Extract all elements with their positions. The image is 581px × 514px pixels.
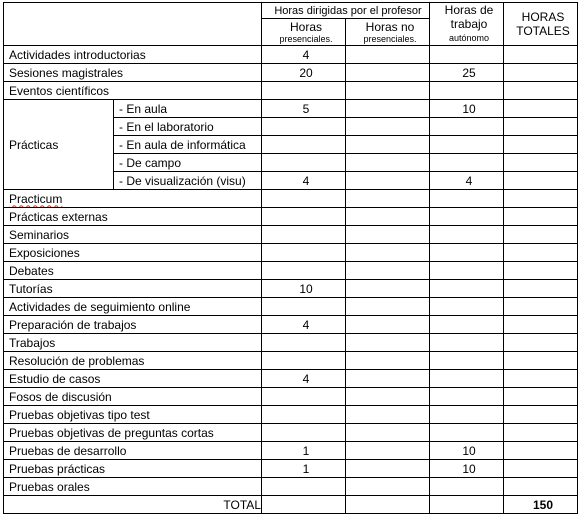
autonomous-hours-cell [430, 154, 504, 172]
table-row [4, 460, 578, 478]
practicas-subitem-label: - De campo [114, 154, 262, 172]
total-hours-cell [504, 316, 578, 334]
total-hours-cell [504, 226, 578, 244]
total-hours-cell [504, 154, 578, 172]
no-presencial-header-line1: Horas no [365, 20, 415, 35]
table-row [4, 280, 578, 298]
activity-label: Sesiones magistrales [4, 64, 262, 82]
table-row [4, 208, 578, 226]
table-row [4, 424, 578, 442]
activity-label: Pruebas prácticas [4, 460, 262, 478]
activity-label: Prácticas externas [4, 208, 262, 226]
total-hours-cell [504, 100, 578, 118]
no-presencial-hours-cell [346, 442, 430, 460]
activity-header-cell [4, 3, 262, 46]
autonomous-hours-cell [430, 406, 504, 424]
total-hours-cell [504, 46, 578, 64]
table-row [4, 406, 578, 424]
presencial-hours-cell: 1 [262, 442, 346, 460]
presencial-hours-cell: 4 [262, 316, 346, 334]
no-presencial-hours-cell [346, 172, 430, 190]
activity-label: Actividades de seguimiento online [4, 298, 262, 316]
autonomous-hours-cell [430, 262, 504, 280]
table-row [4, 316, 578, 334]
presencial-hours-cell [262, 136, 346, 154]
activity-label: Preparación de trabajos [4, 316, 262, 334]
presencial-hours-cell: 10 [262, 280, 346, 298]
presencial-hours-cell [262, 478, 346, 496]
directed-hours-header: Horas dirigidas por el profesor [262, 3, 430, 19]
presencial-hours-cell [262, 190, 346, 208]
no-presencial-hours-cell [346, 154, 430, 172]
practicas-subitem-label: - En aula [114, 100, 262, 118]
presencial-hours-cell [262, 82, 346, 100]
autonomous-hours-cell [430, 478, 504, 496]
autonomous-hours-cell [430, 118, 504, 136]
total-hours-cell [504, 82, 578, 100]
total-hours-cell [504, 352, 578, 370]
presencial-hours-cell [262, 262, 346, 280]
activity-label: Pruebas objetivas de preguntas cortas [4, 424, 262, 442]
presencial-hours-header [262, 19, 346, 46]
table-row [4, 388, 578, 406]
presencial-hours-cell: 5 [262, 100, 346, 118]
autonomous-hours-cell [430, 208, 504, 226]
table-row [4, 370, 578, 388]
presencial-hours-cell: 4 [262, 172, 346, 190]
total-hours-cell [504, 424, 578, 442]
no-presencial-hours-cell [346, 370, 430, 388]
practicas-group-label: Prácticas [4, 100, 114, 190]
presencial-hours-cell [262, 118, 346, 136]
activity-label: Pruebas objetivas tipo test [4, 406, 262, 424]
no-presencial-hours-cell [346, 118, 430, 136]
no-presencial-hours-cell [346, 190, 430, 208]
autonomous-hours-cell [430, 280, 504, 298]
activity-label: Actividades introductorias [4, 46, 262, 64]
no-presencial-hours-cell [346, 226, 430, 244]
autonomous-hours-cell [430, 424, 504, 442]
no-presencial-hours-cell [346, 262, 430, 280]
autonomous-hours-header [430, 3, 504, 46]
total-hours-cell [504, 262, 578, 280]
no-presencial-hours-cell [346, 316, 430, 334]
total-hours-cell [504, 118, 578, 136]
total-hours-cell [504, 460, 578, 478]
practicas-subitem-label: - En aula de informática [114, 136, 262, 154]
no-presencial-hours-cell [346, 298, 430, 316]
no-presencial-hours-cell [346, 424, 430, 442]
grand-total-value: 150 [504, 496, 578, 514]
no-presencial-hours-cell [346, 100, 430, 118]
autonomous-hours-cell: 10 [430, 460, 504, 478]
no-presencial-hours-cell [346, 64, 430, 82]
total-hours-cell [504, 298, 578, 316]
activity-label: Fosos de discusión [4, 388, 262, 406]
autonomous-hours-cell [430, 46, 504, 64]
no-presencial-hours-cell [346, 280, 430, 298]
no-presencial-header-line2: presenciales. [363, 34, 417, 45]
activity-label [4, 190, 262, 208]
table-row [4, 334, 578, 352]
presencial-hours-cell [262, 226, 346, 244]
table-row [4, 262, 578, 280]
table-row [4, 442, 578, 460]
activity-label: Estudio de casos [4, 370, 262, 388]
autonomous-hours-cell [430, 298, 504, 316]
total-hours-cell [504, 442, 578, 460]
autonomous-header-line1: Horas de [444, 3, 494, 17]
autonomous-hours-cell: 25 [430, 64, 504, 82]
autonomous-hours-cell [430, 82, 504, 100]
presencial-header-line1: Horas [289, 20, 322, 35]
table-row [4, 82, 578, 100]
activity-label: Trabajos [4, 334, 262, 352]
total-hours-cell [504, 280, 578, 298]
presencial-hours-cell [262, 388, 346, 406]
autonomous-hours-cell [430, 352, 504, 370]
activity-label: Pruebas orales [4, 478, 262, 496]
table-row [4, 478, 578, 496]
activity-label: Pruebas de desarrollo [4, 442, 262, 460]
activity-label: Debates [4, 262, 262, 280]
total-hours-cell [504, 64, 578, 82]
no-presencial-hours-cell [346, 406, 430, 424]
autonomous-hours-cell [430, 370, 504, 388]
no-presencial-hours-cell [346, 352, 430, 370]
presencial-header-line2: presenciales. [279, 34, 333, 45]
total-hours-cell [504, 136, 578, 154]
total-hours-header [504, 3, 578, 46]
total-label: TOTAL [4, 496, 262, 514]
total-header-line2: TOTALES [516, 24, 570, 38]
activity-label-text: Practicum [9, 191, 63, 206]
autonomous-hours-cell [430, 334, 504, 352]
autonomous-hours-cell [430, 316, 504, 334]
total-header-line1: HORAS [521, 10, 565, 24]
table-row [4, 190, 578, 208]
presencial-hours-cell: 4 [262, 46, 346, 64]
no-presencial-hours-cell [346, 136, 430, 154]
presencial-hours-cell [262, 424, 346, 442]
total-hours-cell [504, 388, 578, 406]
no-presencial-hours-cell [346, 460, 430, 478]
presencial-hours-cell: 4 [262, 370, 346, 388]
autonomous-hours-cell [430, 226, 504, 244]
autonomous-header-line2: trabajo [450, 17, 488, 31]
no-presencial-hours-cell [346, 334, 430, 352]
practicas-subitem-label: - De visualización (visu) [114, 172, 262, 190]
presencial-hours-cell [262, 154, 346, 172]
presencial-hours-cell [262, 352, 346, 370]
autonomous-hours-cell [430, 136, 504, 154]
practicas-subitem-label: - En el laboratorio [114, 118, 262, 136]
total-hours-cell [504, 406, 578, 424]
no-presencial-hours-cell [346, 388, 430, 406]
total-hours-cell [504, 334, 578, 352]
no-presencial-hours-cell [346, 478, 430, 496]
no-presencial-hours-cell [346, 244, 430, 262]
autonomous-hours-cell: 10 [430, 442, 504, 460]
table-row [4, 226, 578, 244]
autonomous-hours-cell: 4 [430, 172, 504, 190]
total-hours-cell [504, 190, 578, 208]
table-row [4, 244, 578, 262]
activity-label: Seminarios [4, 226, 262, 244]
table-row [4, 64, 578, 82]
no-presencial-hours-header [346, 19, 430, 46]
autonomous-hours-cell [430, 244, 504, 262]
presencial-hours-cell [262, 406, 346, 424]
total-hours-cell [504, 208, 578, 226]
autonomous-hours-cell [430, 388, 504, 406]
autonomous-header-line3: autónomo [449, 33, 490, 43]
presencial-hours-cell [262, 334, 346, 352]
presencial-hours-cell: 20 [262, 64, 346, 82]
total-hours-cell [504, 244, 578, 262]
autonomous-hours-cell: 10 [430, 100, 504, 118]
autonomous-hours-cell [430, 190, 504, 208]
presencial-hours-cell [262, 244, 346, 262]
table-row [4, 46, 578, 64]
total-hours-cell [504, 370, 578, 388]
presencial-hours-cell: 1 [262, 460, 346, 478]
activity-label: Exposiciones [4, 244, 262, 262]
hours-table [3, 2, 578, 514]
table-row [4, 100, 578, 118]
table-row [4, 352, 578, 370]
presencial-hours-cell [262, 208, 346, 226]
header-row-1 [4, 3, 578, 19]
no-presencial-hours-cell [346, 82, 430, 100]
activity-label: Eventos científicos [4, 82, 262, 100]
total-hours-cell [504, 478, 578, 496]
total-hours-cell [504, 172, 578, 190]
table-row [4, 298, 578, 316]
no-presencial-hours-cell [346, 46, 430, 64]
activity-label: Tutorías [4, 280, 262, 298]
activity-label: Resolución de problemas [4, 352, 262, 370]
presencial-hours-cell [262, 298, 346, 316]
no-presencial-hours-cell [346, 208, 430, 226]
